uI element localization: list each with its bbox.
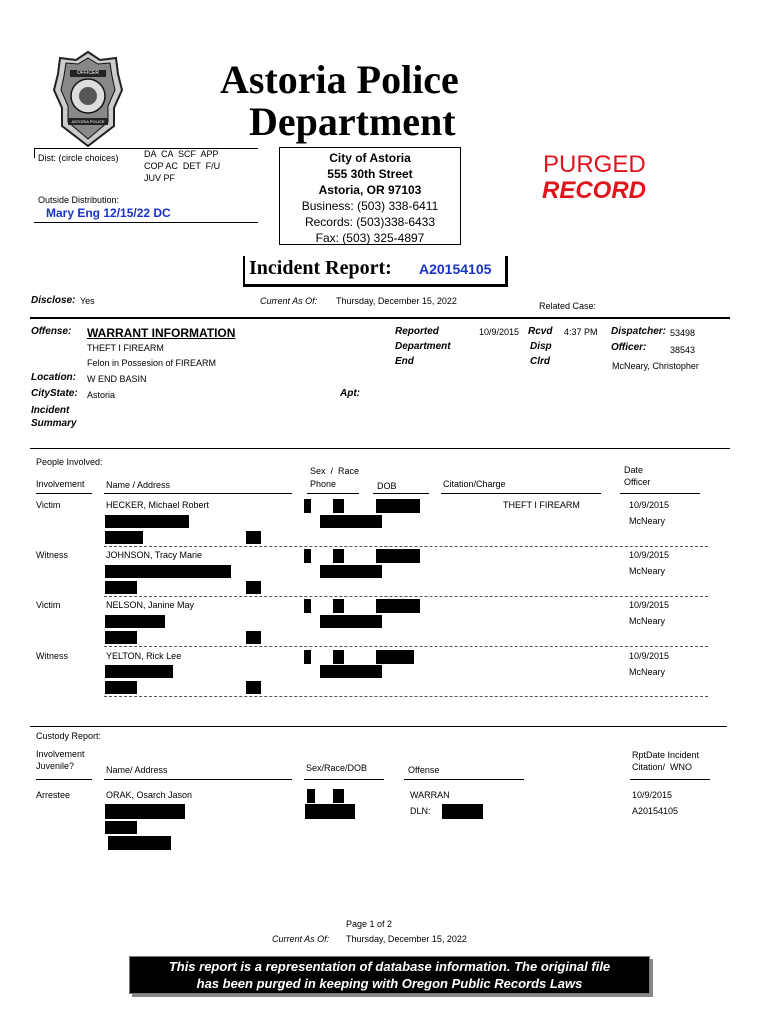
dist-codes-row3: JUV PF	[144, 173, 176, 183]
custody-section-title: Custody Report:	[36, 731, 102, 741]
current-as-of-value: Thursday, December 15, 2022	[336, 296, 457, 306]
custody-col-citation: Citation/ WNO	[632, 762, 693, 772]
officer-value: 38543	[670, 345, 696, 355]
incident-number: A20154105	[419, 261, 492, 277]
redaction-bar	[333, 499, 344, 513]
person-involvement: Witness	[36, 651, 69, 661]
redaction-bar	[305, 804, 355, 819]
address-city-state: Astoria, OR 97103	[318, 183, 422, 197]
col-citation-charge: Citation/Charge	[443, 479, 506, 489]
col-date: Date	[624, 465, 644, 475]
redaction-bar	[304, 549, 311, 563]
address-street: 555 30th Street	[327, 167, 413, 181]
police-badge-icon	[52, 50, 124, 148]
officer-label: Officer:	[611, 342, 647, 353]
arrestee-offense: WARRAN	[410, 790, 450, 800]
dispatcher-label: Dispatcher:	[611, 326, 667, 337]
redaction-bar	[105, 615, 165, 628]
custody-col-involvement: Involvement	[36, 749, 85, 759]
redaction-bar	[105, 581, 137, 594]
dist-label: Dist: (circle choices)	[38, 153, 119, 163]
col-dob: DOB	[377, 481, 397, 491]
arrestee-date: 10/9/2015	[632, 790, 673, 800]
redaction-bar	[246, 581, 261, 594]
person-name: JOHNSON, Tracy Marie	[106, 550, 203, 560]
dispatcher-value: 53498	[670, 328, 696, 338]
person-officer: McNeary	[629, 566, 666, 576]
person-officer: McNeary	[629, 616, 666, 626]
location-value: W END BASIN	[87, 374, 147, 384]
rcvd-time: 4:37 PM	[564, 327, 598, 337]
end-label: End	[395, 356, 414, 367]
person-officer: McNeary	[629, 516, 666, 526]
custody-col-rptdate: RptDate Incident	[632, 750, 700, 760]
disp-label: Disp	[530, 341, 552, 352]
redaction-bar	[105, 665, 173, 678]
redaction-bar	[376, 599, 420, 613]
person-involvement: Victim	[36, 500, 61, 510]
address-city: City of Astoria	[329, 151, 411, 165]
person-involvement: Victim	[36, 600, 61, 610]
custody-col-offense: Offense	[408, 765, 440, 775]
person-name: YELTON, Rick Lee	[106, 651, 182, 661]
dist-codes-row2: COP AC DET F/U	[144, 161, 221, 171]
citystate-value: Astoria	[87, 390, 116, 400]
reported-label: Reported	[395, 326, 439, 337]
incident-summary-label-2: Summary	[31, 418, 77, 429]
outside-distribution-label: Outside Distribution:	[38, 195, 120, 205]
current-as-of-label: Current As Of:	[260, 296, 318, 306]
redaction-bar	[376, 549, 420, 563]
dept-title-line1: Astoria Police	[220, 57, 459, 102]
person-officer: McNeary	[629, 667, 666, 677]
redaction-bar	[105, 531, 143, 544]
dist-codes-row1: DA CA SCF APP	[144, 149, 219, 159]
redaction-bar	[105, 804, 185, 819]
badge-top-text: OFFICER	[77, 70, 99, 76]
purged-label: PURGED	[543, 151, 646, 178]
redaction-bar	[333, 650, 344, 664]
redaction-bar	[105, 631, 137, 644]
address-box	[279, 147, 461, 245]
reported-date: 10/9/2015	[479, 327, 520, 337]
badge-bottom-text: ASTORIA POLICE	[71, 119, 105, 124]
redaction-bar	[108, 836, 171, 850]
redaction-bar	[333, 599, 344, 613]
offense-label: Offense:	[31, 326, 72, 337]
offense-line1: THEFT I FIREARM	[87, 343, 164, 353]
person-involvement: Witness	[36, 550, 69, 560]
redaction-bar	[105, 681, 137, 694]
outside-distribution-value: Mary Eng 12/15/22 DC	[46, 206, 171, 220]
incident-report-box	[243, 256, 508, 287]
record-label: RECORD	[542, 177, 647, 204]
redaction-bar	[246, 531, 261, 544]
incident-report-label: Incident Report:	[249, 257, 392, 279]
person-date: 10/9/2015	[629, 550, 670, 560]
col-officer: Officer	[624, 477, 651, 487]
offense-line2: Felon in Possesion of FIREARM	[87, 358, 217, 368]
col-sex-race: Sex / Race	[310, 466, 360, 476]
redaction-bar	[304, 650, 311, 664]
redaction-bar	[304, 499, 311, 513]
redaction-bar	[307, 789, 315, 803]
clrd-label: Clrd	[530, 356, 550, 367]
footer-current-value: Thursday, December 15, 2022	[346, 934, 467, 944]
person-name: HECKER, Michael Robert	[106, 500, 210, 510]
disclose-value: Yes	[80, 296, 95, 306]
custody-col-sexracedob: Sex/Race/DOB	[306, 763, 368, 773]
department-label: Department	[395, 341, 451, 352]
people-section-title: People Involved:	[36, 457, 103, 467]
apt-label: Apt:	[340, 388, 360, 399]
purge-notice	[129, 956, 650, 994]
footer-current-label: Current As Of:	[272, 934, 330, 944]
col-involvement: Involvement	[36, 479, 85, 489]
person-date: 10/9/2015	[629, 500, 670, 510]
arrestee-incident: A20154105	[632, 806, 679, 816]
offense-title: WARRANT INFORMATION	[87, 326, 236, 340]
page-number: Page 1 of 2	[346, 919, 393, 929]
redaction-bar	[105, 515, 189, 528]
arrestee-name: ORAK, Osarch Jason	[106, 790, 193, 800]
person-date: 10/9/2015	[629, 600, 670, 610]
redaction-bar	[105, 821, 137, 834]
location-label: Location:	[31, 372, 76, 383]
redaction-bar	[333, 549, 344, 563]
officer-name: McNeary, Christopher	[612, 361, 699, 371]
rcvd-label: Rcvd	[528, 326, 553, 337]
address-business-phone: Business: (503) 338-6411	[301, 199, 439, 213]
address-fax: Fax: (503) 325-4897	[315, 231, 425, 245]
arrestee-involvement: Arrestee	[36, 790, 71, 800]
disclose-label: Disclose:	[31, 295, 76, 306]
citystate-label: CityState:	[31, 388, 78, 399]
related-case-label: Related Case:	[539, 301, 597, 311]
purge-notice-line1: This report is a representation of database information. The original file	[168, 959, 611, 974]
redaction-bar	[304, 599, 311, 613]
redaction-bar	[376, 499, 420, 513]
redaction-bar	[105, 565, 231, 578]
redaction-bar	[376, 650, 414, 664]
redaction-bar	[320, 565, 382, 578]
person-name: NELSON, Janine May	[106, 600, 195, 610]
redaction-bar	[320, 615, 382, 628]
col-name-address: Name / Address	[106, 480, 171, 490]
redaction-bar	[320, 665, 382, 678]
person-date: 10/9/2015	[629, 651, 670, 661]
address-records-phone: Records: (503)338-6433	[304, 215, 436, 229]
col-phone: Phone	[310, 479, 337, 489]
redaction-bar	[246, 681, 261, 694]
person-charge: THEFT I FIREARM	[503, 500, 580, 510]
arrestee-dln-label: DLN:	[410, 806, 431, 816]
redaction-bar	[246, 631, 261, 644]
custody-col-name: Name/ Address	[106, 765, 168, 775]
redaction-bar	[333, 789, 344, 803]
dept-title-line2: Department	[249, 99, 456, 144]
redaction-bar	[442, 804, 483, 819]
custody-col-juvenile: Juvenile?	[36, 761, 75, 771]
incident-summary-label-1: Incident	[31, 405, 70, 416]
redaction-bar	[320, 515, 382, 528]
purge-notice-line2: has been purged in keeping with Oregon Public Records Laws	[196, 976, 583, 991]
